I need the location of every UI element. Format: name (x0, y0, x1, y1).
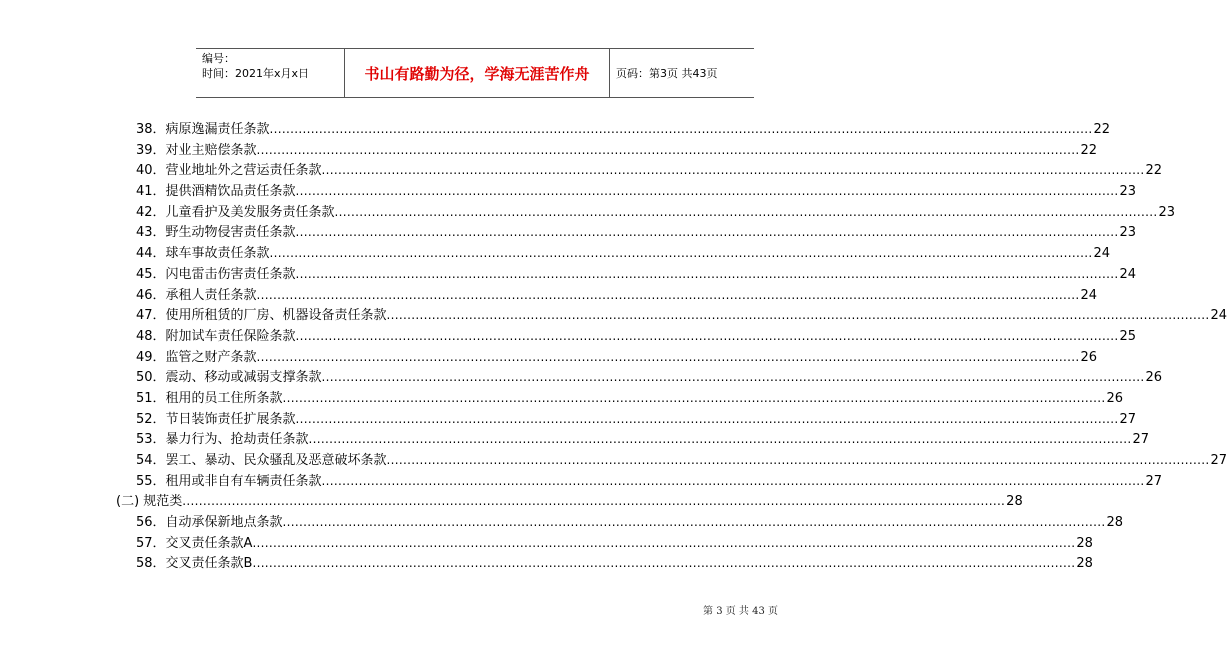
toc-dot-leader: ........................................................................................................................................................................................................ (256, 142, 1080, 157)
toc-dot-leader: ........................................................................................................................................................................................................ (295, 225, 1119, 240)
toc-dot-leader: ........................................................................................................................................................................................................ (269, 122, 1093, 136)
toc-dot-leader: ........................................................................................................................................................................................................ (269, 246, 1093, 261)
toc-entry-page: 24 (1093, 246, 1110, 262)
toc-dot-leader: ........................................................................................................................................................................................................ (295, 328, 1119, 343)
toc-entry-label: 45．闪电雷击伤害责任条款 (136, 266, 296, 282)
toc-entry[interactable] (108, 387, 1123, 408)
toc-entry[interactable] (108, 201, 1175, 222)
toc-dot-leader: ........................................................................................................................................................................................................ (256, 349, 1080, 364)
toc-dot-leader: ........................................................................................................................................................................................................ (321, 473, 1145, 488)
toc-dot-leader: ........................................................................................................................................................................................................ (295, 184, 1119, 199)
toc-entry-page: 24 (1119, 266, 1136, 282)
toc-entry-label: 38．病原逸漏责任条款 (136, 122, 270, 137)
toc-dot-leader: ........................................................................................................................................................................................................ (386, 308, 1210, 323)
toc-entry-label: 56．自动承保新地点条款 (136, 515, 283, 531)
toc-entry-label: 57．交叉责任条款A (136, 535, 253, 551)
toc-entry[interactable] (108, 470, 1162, 491)
header-meta (196, 49, 344, 97)
table-of-contents (108, 118, 1227, 573)
toc-dot-leader: ........................................................................................................................................................................................................ (295, 411, 1119, 426)
toc-entry[interactable] (108, 242, 1110, 263)
toc-dot-leader: ........................................................................................................................................................................................................ (321, 163, 1145, 178)
toc-entry-label: 50．震动、移动或减弱支撑条款 (136, 370, 322, 386)
toc-entry-label: 52．节日装饰责任扩展条款 (136, 411, 296, 427)
toc-entry-label: 46．承租人责任条款 (136, 287, 257, 303)
toc-entry-page: 27 (1210, 453, 1227, 468)
toc-entry-label: (二) 规范类 (116, 494, 183, 510)
toc-entry-page: 28 (1106, 515, 1123, 531)
toc-entry-page: 23 (1119, 225, 1136, 241)
time-label: 时间：2021年x月x日 (202, 67, 310, 80)
toc-entry-page: 22 (1145, 163, 1162, 179)
toc-dot-leader: ........................................................................................................................................................................................................ (334, 204, 1158, 219)
toc-entry-page: 28 (1076, 556, 1093, 572)
toc-entry[interactable] (108, 511, 1123, 532)
header-page-code: 页码：第3页 共43页 (616, 67, 718, 80)
toc-entry-label: 48．附加试车责任保险条款 (136, 328, 296, 344)
toc-entry-label: 54．罢工、暴动、民众骚乱及恶意破坏条款 (136, 453, 387, 468)
toc-entry[interactable] (108, 180, 1136, 201)
toc-entry[interactable] (108, 428, 1149, 449)
toc-entry-label: 39．对业主赔偿条款 (136, 142, 257, 158)
toc-entry-label: 49．监管之财产条款 (136, 349, 257, 365)
toc-entry[interactable] (108, 139, 1097, 160)
toc-entry[interactable] (108, 118, 1110, 139)
toc-entry-page: 27 (1132, 432, 1149, 448)
toc-entry-page: 27 (1119, 411, 1136, 427)
toc-entry[interactable] (108, 346, 1097, 367)
toc-entry-label: 51．租用的员工住所条款 (136, 390, 283, 406)
toc-entry-page: 22 (1080, 142, 1097, 158)
page-header (196, 48, 754, 98)
toc-entry-page: 27 (1145, 473, 1162, 489)
toc-entry-label: 47．使用所租赁的厂房、机器设备责任条款 (136, 308, 387, 324)
toc-entry-page: 28 (1006, 494, 1023, 510)
toc-entry-page: 22 (1093, 122, 1110, 137)
toc-entry-label: 40．营业地址外之营运责任条款 (136, 163, 322, 179)
toc-entry[interactable] (108, 159, 1162, 180)
toc-entry-label: 55．租用或非自有车辆责任条款 (136, 473, 322, 489)
toc-entry-label: 53．暴力行为、抢劫责任条款 (136, 432, 309, 448)
toc-dot-leader: ........................................................................................................................................................................................................ (182, 494, 1006, 509)
toc-entry-label: 44．球车事故责任条款 (136, 246, 270, 262)
toc-entry-page: 28 (1076, 535, 1093, 551)
number-label: 编号： (202, 52, 235, 65)
toc-entry-page: 26 (1080, 349, 1097, 365)
toc-entry[interactable] (108, 532, 1093, 553)
toc-entry[interactable] (108, 284, 1097, 305)
toc-dot-leader: ........................................................................................................................................................................................................ (252, 556, 1076, 571)
toc-dot-leader: ........................................................................................................................................................................................................ (295, 266, 1119, 281)
toc-entry-label: 42．儿童看护及美发服务责任条款 (136, 204, 335, 220)
toc-entry-label: 58．交叉责任条款B (136, 556, 253, 572)
toc-entry-page: 23 (1158, 204, 1175, 220)
toc-entry-page: 24 (1210, 308, 1227, 324)
toc-entry-page: 26 (1145, 370, 1162, 386)
toc-dot-leader: ........................................................................................................................................................................................................ (386, 453, 1210, 467)
toc-entry-page: 24 (1080, 287, 1097, 303)
toc-entry[interactable] (108, 490, 1023, 511)
toc-entry[interactable] (108, 304, 1227, 325)
toc-dot-leader: ........................................................................................................................................................................................................ (321, 370, 1145, 385)
toc-entry-page: 26 (1106, 390, 1123, 406)
toc-entry[interactable] (108, 552, 1093, 573)
toc-dot-leader: ........................................................................................................................................................................................................ (256, 287, 1080, 302)
toc-entry-label: 43．野生动物侵害责任条款 (136, 225, 296, 241)
header-motto: 书山有路勤为径，学海无涯苦作舟 (344, 49, 610, 97)
toc-entry-page: 25 (1119, 328, 1136, 344)
toc-dot-leader: ........................................................................................................................................................................................................ (282, 515, 1106, 530)
toc-entry[interactable] (108, 366, 1162, 387)
toc-entry-page: 23 (1119, 184, 1136, 200)
toc-entry[interactable] (108, 408, 1136, 429)
toc-dot-leader: ........................................................................................................................................................................................................ (252, 535, 1076, 550)
page-footer: 第 3 页 共 43 页 (703, 606, 778, 617)
toc-entry[interactable] (108, 449, 1227, 470)
toc-entry[interactable] (108, 221, 1136, 242)
toc-entry-label: 41．提供酒精饮品责任条款 (136, 184, 296, 200)
toc-dot-leader: ........................................................................................................................................................................................................ (282, 390, 1106, 405)
toc-dot-leader: ........................................................................................................................................................................................................ (308, 432, 1132, 447)
toc-entry[interactable] (108, 325, 1136, 346)
toc-entry[interactable] (108, 263, 1136, 284)
